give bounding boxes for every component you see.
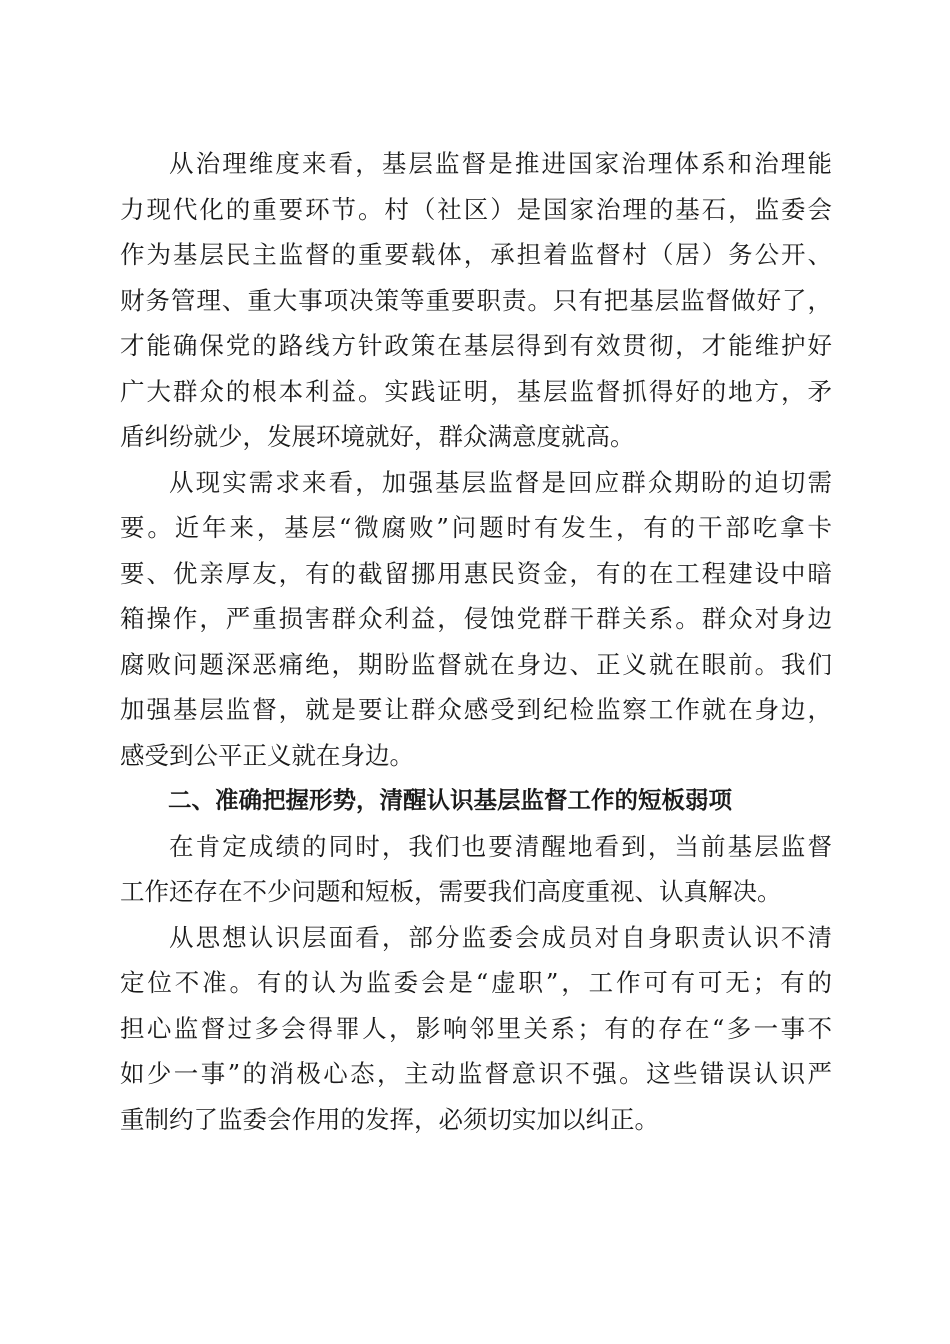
text-line: 要。近年来，基层“微腐败”问题时有发生，有的干部吃拿卡 — [120, 513, 832, 542]
paragraph-practical-needs — [120, 460, 832, 779]
section-heading — [120, 778, 832, 824]
paragraph-ideological-awareness — [120, 915, 832, 1143]
text-line: 从治理维度来看，基层监督是推进国家治理体系和治理能 — [169, 149, 832, 178]
document-body — [120, 141, 832, 1142]
text-line: 盾纠纷就少，发展环境就好，群众满意度就高。 — [120, 422, 635, 451]
text-line: 财务管理、重大事项决策等重要职责。只有把基层监督做好了， — [120, 285, 832, 315]
text-line: 担心监督过多会得罪人，影响邻里关系；有的存在“多一事不 — [120, 1013, 832, 1043]
text-line: 要、优亲厚友，有的截留挪用惠民资金，有的在工程建设中暗 — [120, 558, 832, 588]
text-line: 从思想认识层面看，部分监委会成员对自身职责认识不清 — [169, 922, 832, 952]
paragraph-governance — [120, 141, 832, 460]
text-line: 定位不准。有的认为监委会是“虚职”，工作可有可无；有的 — [120, 968, 832, 997]
text-line: 作为基层民主监督的重要载体，承担着监督村（居）务公开、 — [120, 240, 832, 269]
text-line: 从现实需求来看，加强基层监督是回应群众期盼的迫切需 — [169, 467, 832, 497]
text-line: 广大群众的根本利益。实践证明，基层监督抓得好的地方，矛 — [120, 376, 832, 406]
text-line: 感受到公平正义就在身边。 — [120, 740, 414, 770]
text-line: 在肯定成绩的同时，我们也要清醒地看到，当前基层监督 — [169, 831, 832, 861]
paragraph-achievements — [120, 824, 832, 915]
section-heading-text: 二、准确把握形势，清醒认识基层监督工作的短板弱项 — [168, 786, 732, 814]
text-line: 加强基层监督，就是要让群众感受到纪检监察工作就在身边， — [120, 695, 832, 724]
text-line: 才能确保党的路线方针政策在基层得到有效贯彻，才能维护好 — [120, 331, 832, 360]
text-line: 如少一事”的消极心态，主动监督意识不强。这些错误认识严 — [120, 1059, 832, 1088]
text-line: 箱操作，严重损害群众利益，侵蚀党群干群关系。群众对身边 — [120, 604, 832, 633]
text-line: 重制约了监委会作用的发挥，必须切实加以纠正。 — [120, 1104, 659, 1134]
text-line: 力现代化的重要环节。村（社区）是国家治理的基石，监委会 — [120, 194, 832, 224]
text-line: 腐败问题深恶痛绝，期盼监督就在身边、正义就在眼前。我们 — [120, 649, 832, 679]
text-line: 工作还存在不少问题和短板，需要我们高度重视、认真解决。 — [120, 877, 782, 906]
